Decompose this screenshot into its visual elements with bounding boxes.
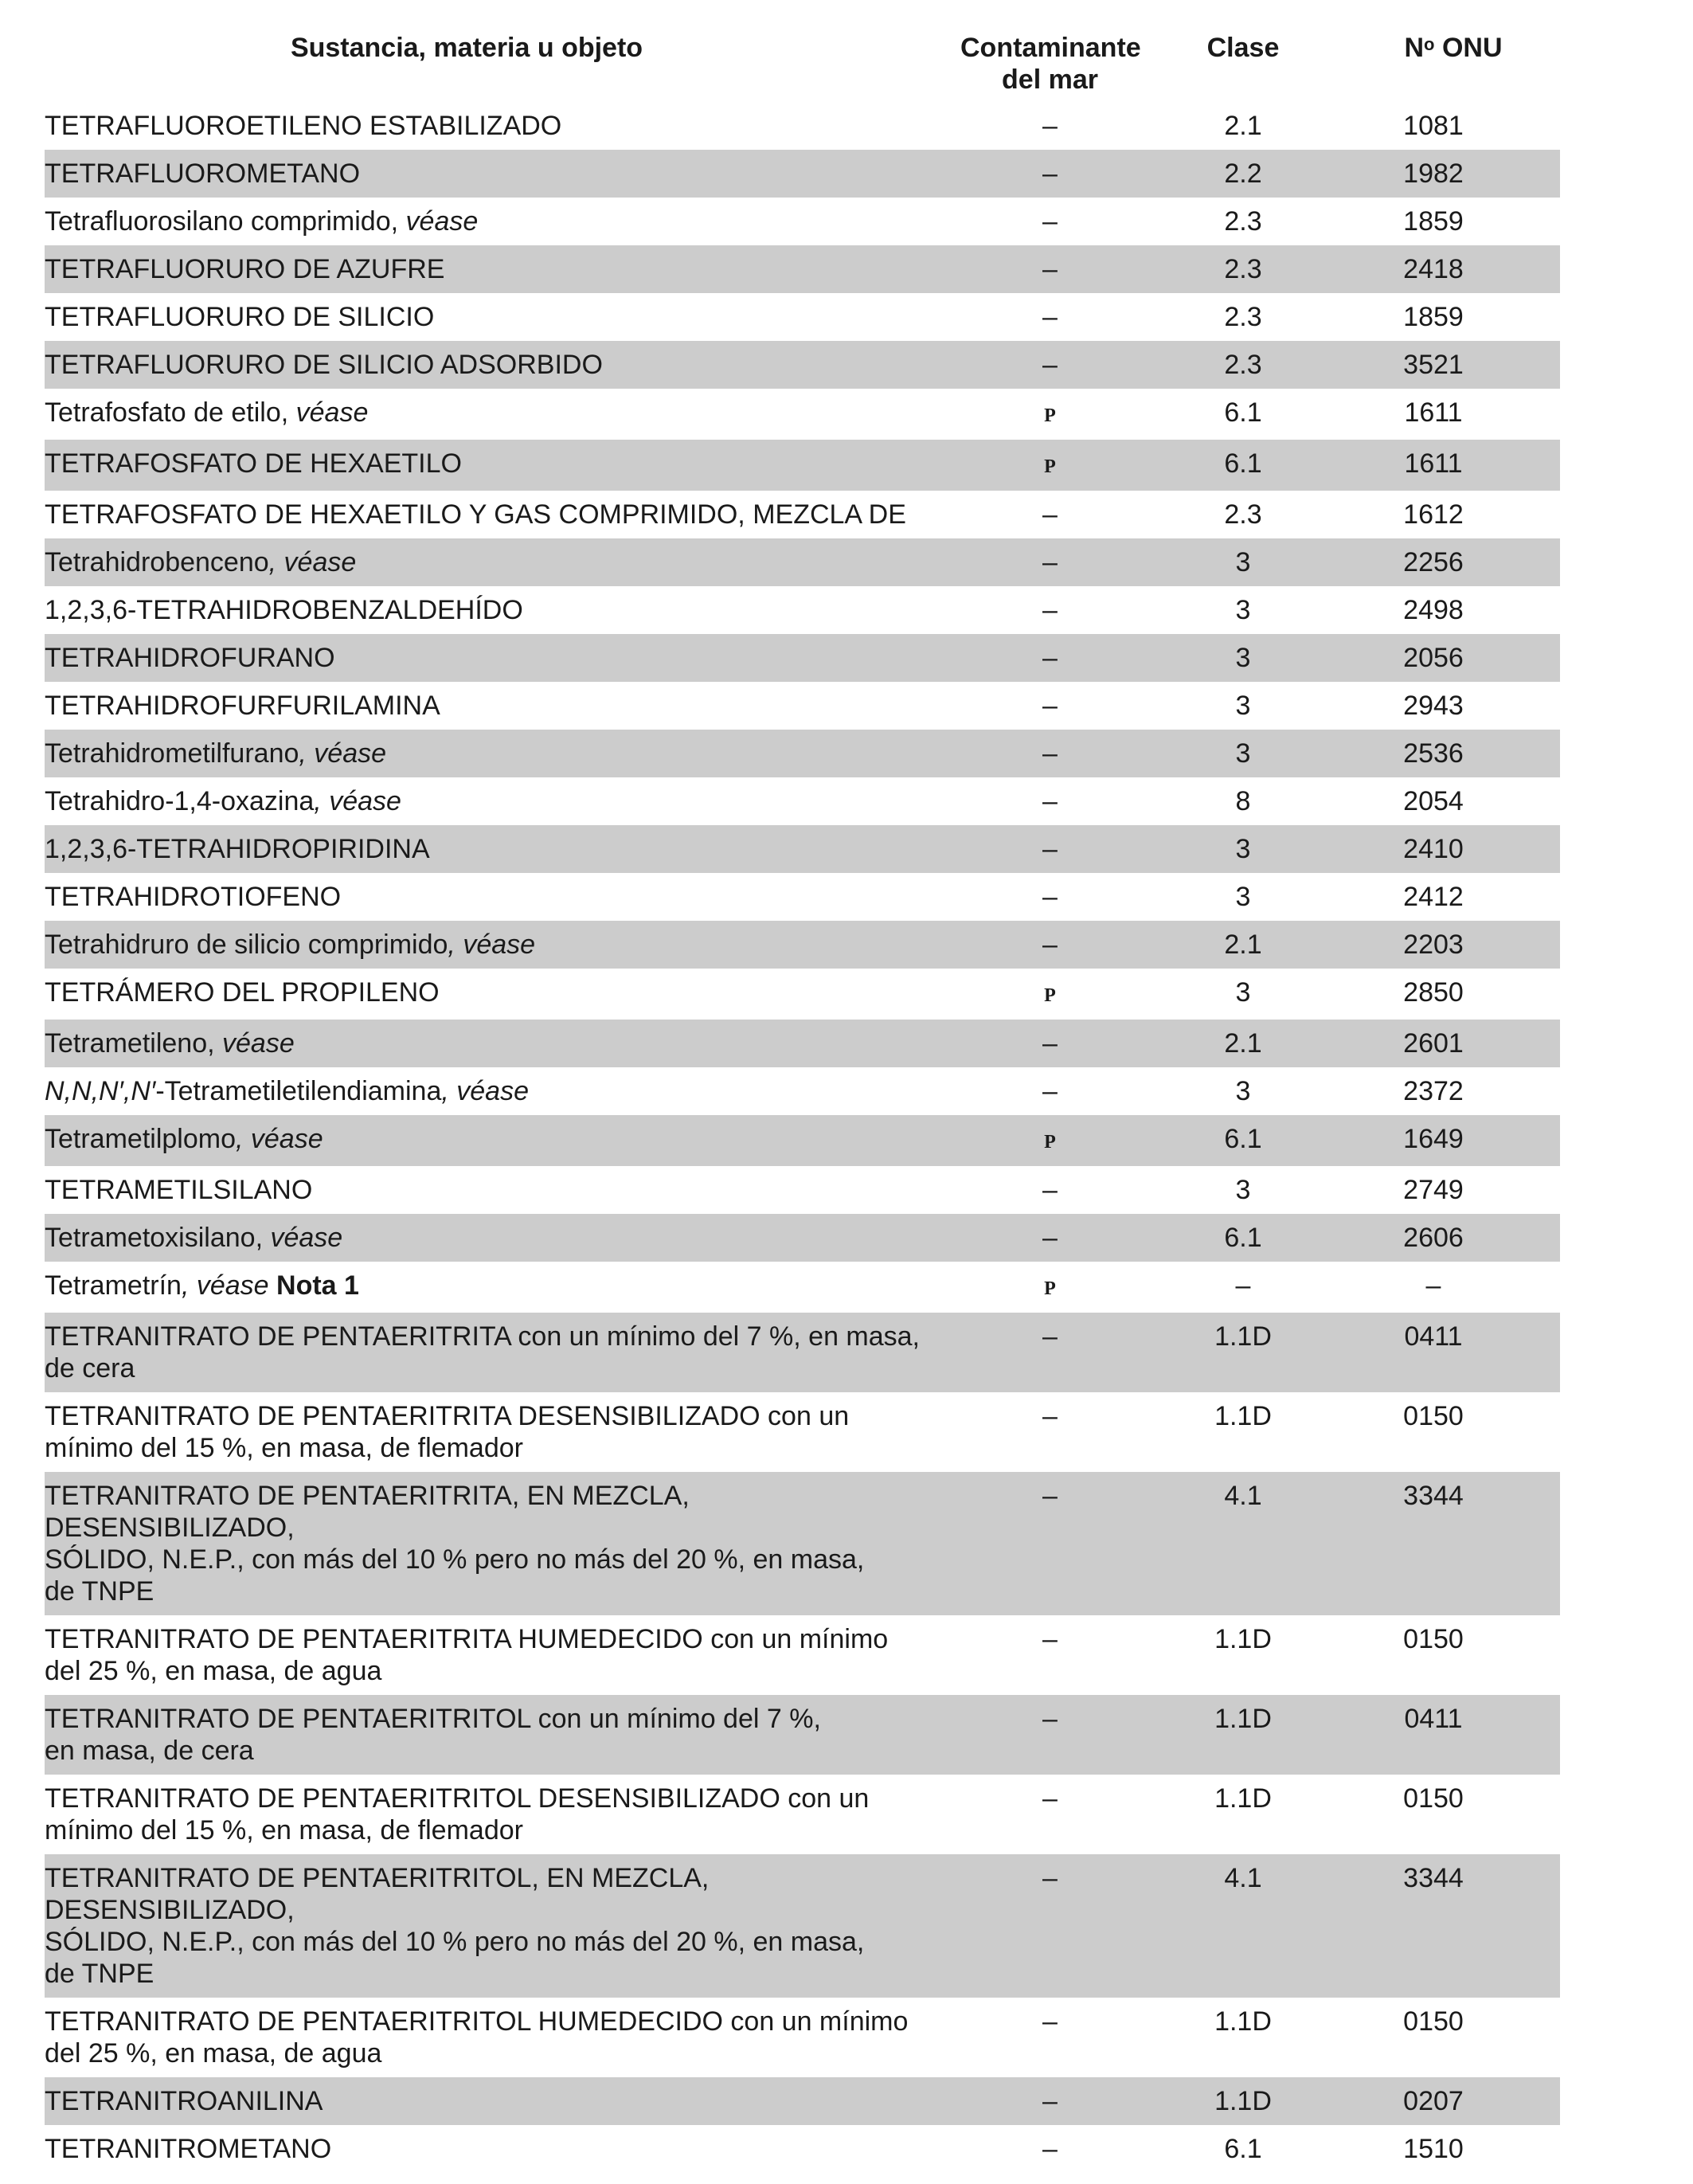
substance-name <box>45 1392 960 1472</box>
marine-pollutant-dash: – <box>1042 834 1058 864</box>
table-row <box>45 825 1560 873</box>
see-reference: , véase <box>235 1124 323 1154</box>
marine-pollutant-cell <box>960 873 1140 921</box>
marine-pollutant-dash: – <box>1042 547 1058 577</box>
marine-pollutant-cell <box>960 730 1140 777</box>
table-row <box>45 2077 1560 2125</box>
substance-name-text: Tetrametileno, <box>45 1028 222 1059</box>
note-reference: Nota 1 <box>268 1270 359 1301</box>
table-row <box>45 198 1560 245</box>
table-row <box>45 150 1560 198</box>
marine-pollutant-dash: – <box>1042 1624 1058 1654</box>
table-row <box>45 1115 1560 1166</box>
marine-pollutant-dash: – <box>1042 2086 1058 2116</box>
substance-name-text: Tetrametilplomo <box>45 1124 236 1154</box>
hazard-class: 1.1D <box>1140 1695 1347 1775</box>
substance-name-text: 1,2,3,6-TETRAHIDROBENZALDEHÍDO <box>45 595 523 625</box>
substance-name <box>45 1214 960 1262</box>
substance-name-text: TETRANITRATO DE PENTAERITRITOL con un mínimo del 7 %, en masa, de cera <box>45 1704 821 1766</box>
hazard-class: 2.3 <box>1224 206 1262 237</box>
un-number: 1081 <box>1403 111 1464 141</box>
table-row <box>45 2125 1560 2173</box>
hazard-class: 1.1D <box>1214 1783 1272 1814</box>
hazard-class: 6.1 <box>1224 397 1262 428</box>
table-row <box>45 586 1560 634</box>
marine-pollutant-dash: – <box>1042 302 1058 332</box>
marine-pollutant-cell <box>960 491 1140 538</box>
substance-name-text: TETRANITRATO DE PENTAERITRITOL, EN MEZCLA, DESENSIBILIZADO, SÓLIDO, N.E.P., con más del 10 % pero no más del 20 %, en masa, de TNPE <box>45 1863 865 1989</box>
marine-pollutant-cell <box>960 1695 1140 1775</box>
marine-pollutant-dash: – <box>1042 499 1058 530</box>
substance-name <box>45 1115 960 1166</box>
marine-pollutant-dash: – <box>1042 111 1058 141</box>
table-body <box>45 102 1560 2173</box>
un-number: 0411 <box>1347 1695 1560 1775</box>
hazard-class: 1.1D <box>1140 1313 1347 1392</box>
un-number: 2410 <box>1347 825 1560 873</box>
substance-name <box>45 634 960 682</box>
table-row <box>45 102 1560 150</box>
substance-name <box>45 873 960 921</box>
hazard-class: 2.3 <box>1140 341 1347 389</box>
marine-pollutant-cell <box>960 1313 1140 1392</box>
marine-pollutant-dash: – <box>1042 1783 1058 1814</box>
see-reference: véase <box>270 1223 343 1253</box>
substance-name <box>45 1775 960 1854</box>
marine-pollutant-cell <box>960 1067 1140 1115</box>
table-row <box>45 1392 1560 1472</box>
marine-pollutant-cell <box>960 1854 1140 1998</box>
un-number: 1612 <box>1403 499 1464 530</box>
marine-pollutant-cell <box>960 2125 1140 2173</box>
table-row <box>45 730 1560 777</box>
table-row <box>45 440 1560 491</box>
hazard-class: 3 <box>1140 730 1347 777</box>
hazard-class: 1.1D <box>1140 2077 1347 2125</box>
marine-pollutant-cell <box>960 1214 1140 1262</box>
marine-pollutant-dash: – <box>1042 2006 1058 2037</box>
hazard-class: 3 <box>1235 882 1251 912</box>
substance-name-text: TETRANITRATO DE PENTAERITRITA HUMEDECIDO con un mínimo del 25 %, en masa, de agua <box>45 1624 889 1686</box>
un-number: 2601 <box>1347 1020 1560 1067</box>
table-row <box>45 389 1560 440</box>
table-row <box>45 1166 1560 1214</box>
table-row <box>45 1262 1560 1313</box>
marine-pollutant-dash: – <box>1042 882 1058 912</box>
un-number: 2256 <box>1347 538 1560 586</box>
marine-pollutant-cell <box>960 198 1140 245</box>
substance-name <box>45 1854 960 1998</box>
document-page <box>45 32 1560 2173</box>
marine-pollutant-dash: – <box>1042 1401 1058 1431</box>
substance-name <box>45 389 960 440</box>
table-row <box>45 1020 1560 1067</box>
marine-pollutant-cell <box>960 1115 1140 1166</box>
marine-pollutant-cell <box>960 1166 1140 1214</box>
table-row <box>45 1615 1560 1695</box>
hazard-class: 8 <box>1235 786 1251 816</box>
substance-name-text: TETRAFOSFATO DE HEXAETILO <box>45 448 462 479</box>
un-number: 0150 <box>1403 2006 1464 2037</box>
table-row <box>45 634 1560 682</box>
marine-pollutant-cell <box>960 1615 1140 1695</box>
un-number: 2054 <box>1403 786 1464 816</box>
header-un-number <box>1347 32 1560 102</box>
marine-pollutant-cell <box>960 586 1140 634</box>
marine-pollutant-cell <box>960 825 1140 873</box>
substance-name <box>45 777 960 825</box>
substance-name-text: Tetrametoxisilano, <box>45 1223 271 1253</box>
table-row <box>45 1998 1560 2077</box>
substance-name-text: TETRANITRATO DE PENTAERITRITOL HUMEDECIDO con un mínimo del 25 %, en masa, de agua <box>45 2006 909 2069</box>
substance-name-text: TETRAHIDROFURFURILAMINA <box>45 691 440 721</box>
marine-pollutant-mark: P <box>1044 456 1056 477</box>
marine-pollutant-dash: – <box>1042 786 1058 816</box>
hazard-class: 6.1 <box>1140 1214 1347 1262</box>
hazard-class: – <box>1235 1270 1251 1301</box>
table-row <box>45 1695 1560 1775</box>
marine-pollutant-cell <box>960 2077 1140 2125</box>
un-number: 2749 <box>1403 1175 1464 1205</box>
table-row <box>45 245 1560 293</box>
marine-pollutant-mark: P <box>1044 1132 1056 1153</box>
see-reference: , véase <box>448 930 536 960</box>
marine-pollutant-mark: P <box>1044 405 1056 426</box>
substance-name-text: Tetrafluorosilano comprimido, <box>45 206 406 237</box>
substance-name-text: TETRAMETILSILANO <box>45 1175 313 1205</box>
un-number: 1510 <box>1403 2134 1464 2164</box>
un-number: 1982 <box>1347 150 1560 198</box>
substance-name-text: TETRAFLUORURO DE SILICIO ADSORBIDO <box>45 350 603 380</box>
hazard-class: 2.1 <box>1224 111 1262 141</box>
substance-name-text: Tetrahidro-1,4-oxazina <box>45 786 315 816</box>
un-number: 2606 <box>1347 1214 1560 1262</box>
see-reference: , véase <box>181 1270 269 1301</box>
marine-pollutant-dash: – <box>1042 159 1058 189</box>
marine-pollutant-cell <box>960 150 1140 198</box>
table-row <box>45 1775 1560 1854</box>
marine-pollutant-cell <box>960 245 1140 293</box>
substance-name <box>45 2077 960 2125</box>
substance-name-text: TETRAFLUORURO DE AZUFRE <box>45 254 445 284</box>
marine-pollutant-mark: P <box>1044 985 1056 1006</box>
un-number: 1859 <box>1403 302 1464 332</box>
substance-name <box>45 198 960 245</box>
table-row <box>45 1854 1560 1998</box>
table-row <box>45 1472 1560 1615</box>
marine-pollutant-dash: – <box>1042 1223 1058 1253</box>
substance-name <box>45 538 960 586</box>
substance-name-text: TETRAFLUOROMETANO <box>45 159 361 189</box>
see-reference: véase <box>405 206 479 237</box>
un-number: 2412 <box>1403 882 1464 912</box>
substance-name-text: TETRANITROANILINA <box>45 2086 323 2116</box>
un-number: 2943 <box>1403 691 1464 721</box>
see-reference: , véase <box>441 1076 529 1106</box>
un-number: 3521 <box>1347 341 1560 389</box>
marine-pollutant-dash: – <box>1042 254 1058 284</box>
hazard-class: 3 <box>1235 595 1251 625</box>
header-un-sup: o <box>1424 34 1435 54</box>
hazard-class: 3 <box>1140 634 1347 682</box>
un-number: 2498 <box>1403 595 1464 625</box>
marine-pollutant-dash: – <box>1042 930 1058 960</box>
marine-pollutant-mark: P <box>1044 1278 1056 1299</box>
marine-pollutant-dash: – <box>1042 643 1058 673</box>
hazard-class: 3 <box>1140 825 1347 873</box>
substance-name-text: TETRAFOSFATO DE HEXAETILO Y GAS COMPRIMIDO, MEZCLA DE <box>45 499 906 530</box>
un-number: 0150 <box>1403 1783 1464 1814</box>
substance-name <box>45 440 960 491</box>
substance-name <box>45 245 960 293</box>
table-row <box>45 538 1560 586</box>
marine-pollutant-dash: – <box>1042 1481 1058 1511</box>
substance-name-text: TETRANITRATO DE PENTAERITRITA DESENSIBILIZADO con un mínimo del 15 %, en masa, de flemador <box>45 1401 850 1463</box>
header-un-prefix: N <box>1404 33 1425 63</box>
substance-name <box>45 2125 960 2173</box>
marine-pollutant-dash: – <box>1042 1704 1058 1734</box>
un-number: 2372 <box>1403 1076 1464 1106</box>
marine-pollutant-cell <box>960 1472 1140 1615</box>
un-number: 0207 <box>1347 2077 1560 2125</box>
substance-name-text: Tetrametrín <box>45 1270 182 1301</box>
substance-name <box>45 921 960 969</box>
hazard-class: 2.3 <box>1140 245 1347 293</box>
substance-name-text: TETRÁMERO DEL PROPILENO <box>45 977 440 1008</box>
un-number: – <box>1425 1270 1441 1301</box>
substance-name <box>45 341 960 389</box>
hazard-class: 2.3 <box>1224 499 1262 530</box>
un-number: 2056 <box>1347 634 1560 682</box>
substance-name <box>45 150 960 198</box>
see-reference: véase <box>295 397 369 428</box>
substance-name <box>45 293 960 341</box>
marine-pollutant-cell <box>960 1998 1140 2077</box>
substance-name <box>45 102 960 150</box>
marine-pollutant-dash: – <box>1042 738 1058 769</box>
un-number: 3344 <box>1347 1854 1560 1998</box>
marine-pollutant-dash: – <box>1042 1863 1058 1893</box>
substance-name-text: Tetrahidruro de silicio comprimido <box>45 930 448 960</box>
hazard-class: 1.1D <box>1214 2006 1272 2037</box>
substance-name-text: Tetrahidrometilfurano <box>45 738 299 769</box>
marine-pollutant-dash: – <box>1042 1321 1058 1352</box>
substance-name <box>45 1615 960 1695</box>
table-row <box>45 921 1560 969</box>
marine-pollutant-dash: – <box>1042 350 1058 380</box>
hazard-class: 3 <box>1235 1076 1251 1106</box>
hazard-class: 3 <box>1140 538 1347 586</box>
marine-pollutant-cell <box>960 921 1140 969</box>
table-row <box>45 491 1560 538</box>
marine-pollutant-cell <box>960 440 1140 491</box>
see-reference: , véase <box>268 547 357 577</box>
marine-pollutant-cell <box>960 341 1140 389</box>
un-number: 2850 <box>1403 977 1464 1008</box>
header-substance: Sustancia, materia u objeto <box>290 33 643 63</box>
substance-name <box>45 1695 960 1775</box>
substance-name <box>45 1020 960 1067</box>
header-un-suffix: ONU <box>1434 33 1503 63</box>
un-number: 1859 <box>1403 206 1464 237</box>
un-number: 3344 <box>1347 1472 1560 1615</box>
hazard-class: 4.1 <box>1140 1472 1347 1615</box>
substance-name <box>45 1313 960 1392</box>
substance-name <box>45 586 960 634</box>
marine-pollutant-cell <box>960 969 1140 1020</box>
hazard-class: 4.1 <box>1140 1854 1347 1998</box>
un-number: 1611 <box>1347 440 1560 491</box>
substance-name-text: TETRAHIDROTIOFENO <box>45 882 342 912</box>
substance-name <box>45 1067 960 1115</box>
marine-pollutant-dash: – <box>1042 1076 1058 1106</box>
substance-name-text: TETRAHIDROFURANO <box>45 643 335 673</box>
un-number: 1611 <box>1404 397 1463 428</box>
un-number: 2536 <box>1347 730 1560 777</box>
marine-pollutant-cell <box>960 293 1140 341</box>
header-marine-pollutant: Contaminante del mar <box>960 33 1141 95</box>
hazard-class: 2.1 <box>1140 921 1347 969</box>
table-row <box>45 1313 1560 1392</box>
un-number: 2418 <box>1347 245 1560 293</box>
marine-pollutant-cell <box>960 538 1140 586</box>
table-row <box>45 682 1560 730</box>
table-row <box>45 873 1560 921</box>
substance-name-text: Tetrahidrobenceno <box>45 547 269 577</box>
marine-pollutant-dash: – <box>1042 691 1058 721</box>
substance-name <box>45 1166 960 1214</box>
hazard-class: 6.1 <box>1140 1115 1347 1166</box>
table-row <box>45 969 1560 1020</box>
marine-pollutant-dash: – <box>1042 206 1058 237</box>
marine-pollutant-cell <box>960 634 1140 682</box>
substance-name <box>45 1998 960 2077</box>
table-row <box>45 1067 1560 1115</box>
see-reference: véase <box>222 1028 295 1059</box>
hazard-class: 6.1 <box>1224 2134 1262 2164</box>
un-number: 0150 <box>1403 1401 1464 1431</box>
marine-pollutant-cell <box>960 389 1140 440</box>
header-class: Clase <box>1206 33 1280 63</box>
hazard-class: 3 <box>1235 691 1251 721</box>
un-number: 1649 <box>1347 1115 1560 1166</box>
hazard-class: 2.2 <box>1140 150 1347 198</box>
marine-pollutant-dash: – <box>1042 1175 1058 1205</box>
see-reference: , véase <box>299 738 387 769</box>
substance-name-text: TETRANITRATO DE PENTAERITRITA, EN MEZCLA, DESENSIBILIZADO, SÓLIDO, N.E.P., con más del 10 % pero no más del 20 %, en masa, de TNPE <box>45 1481 865 1607</box>
marine-pollutant-cell <box>960 102 1140 150</box>
hazard-class: 1.1D <box>1214 1401 1272 1431</box>
see-reference: , véase <box>314 786 401 816</box>
un-number: 0411 <box>1347 1313 1560 1392</box>
marine-pollutant-dash: – <box>1042 2134 1058 2164</box>
substance-name-text: TETRANITROMETANO <box>45 2134 332 2164</box>
hazard-class: 6.1 <box>1140 440 1347 491</box>
table-row <box>45 1214 1560 1262</box>
substance-name <box>45 491 960 538</box>
substance-name <box>45 1262 960 1313</box>
table-header <box>45 32 1560 102</box>
marine-pollutant-dash: – <box>1042 595 1058 625</box>
substance-name <box>45 730 960 777</box>
dangerous-goods-table <box>45 32 1560 2173</box>
un-number: 2203 <box>1347 921 1560 969</box>
un-number: 0150 <box>1403 1624 1464 1654</box>
hazard-class: 3 <box>1235 977 1251 1008</box>
marine-pollutant-cell <box>960 1262 1140 1313</box>
substance-name-text: TETRAFLUOROETILENO ESTABILIZADO <box>45 111 562 141</box>
substance-name <box>45 969 960 1020</box>
substance-name <box>45 682 960 730</box>
substance-name <box>45 1472 960 1615</box>
marine-pollutant-cell <box>960 777 1140 825</box>
substance-name-text: Tetrafosfato de etilo, <box>45 397 296 428</box>
substance-name-text: 1,2,3,6-TETRAHIDROPIRIDINA <box>45 834 430 864</box>
table-row <box>45 341 1560 389</box>
hazard-class: 1.1D <box>1214 1624 1272 1654</box>
substance-name <box>45 825 960 873</box>
substance-name-text: TETRAFLUORURO DE SILICIO <box>45 302 435 332</box>
table-row <box>45 777 1560 825</box>
table-row <box>45 293 1560 341</box>
substance-name-text: TETRANITRATO DE PENTAERITRITOL DESENSIBILIZADO con un mínimo del 15 %, en masa, de flemador <box>45 1783 870 1845</box>
marine-pollutant-cell <box>960 682 1140 730</box>
marine-pollutant-cell <box>960 1020 1140 1067</box>
substance-name-text: TETRANITRATO DE PENTAERITRITA con un mínimo del 7 %, en masa, de cera <box>45 1321 921 1384</box>
hazard-class: 3 <box>1235 1175 1251 1205</box>
hazard-class: 2.3 <box>1224 302 1262 332</box>
marine-pollutant-cell <box>960 1775 1140 1854</box>
marine-pollutant-dash: – <box>1042 1028 1058 1059</box>
substance-name-italic-prefix: N,N,N′,N′ <box>45 1076 156 1106</box>
hazard-class: 2.1 <box>1140 1020 1347 1067</box>
marine-pollutant-cell <box>960 1392 1140 1472</box>
substance-name-text: -Tetrametiletilendiamina <box>155 1076 442 1106</box>
